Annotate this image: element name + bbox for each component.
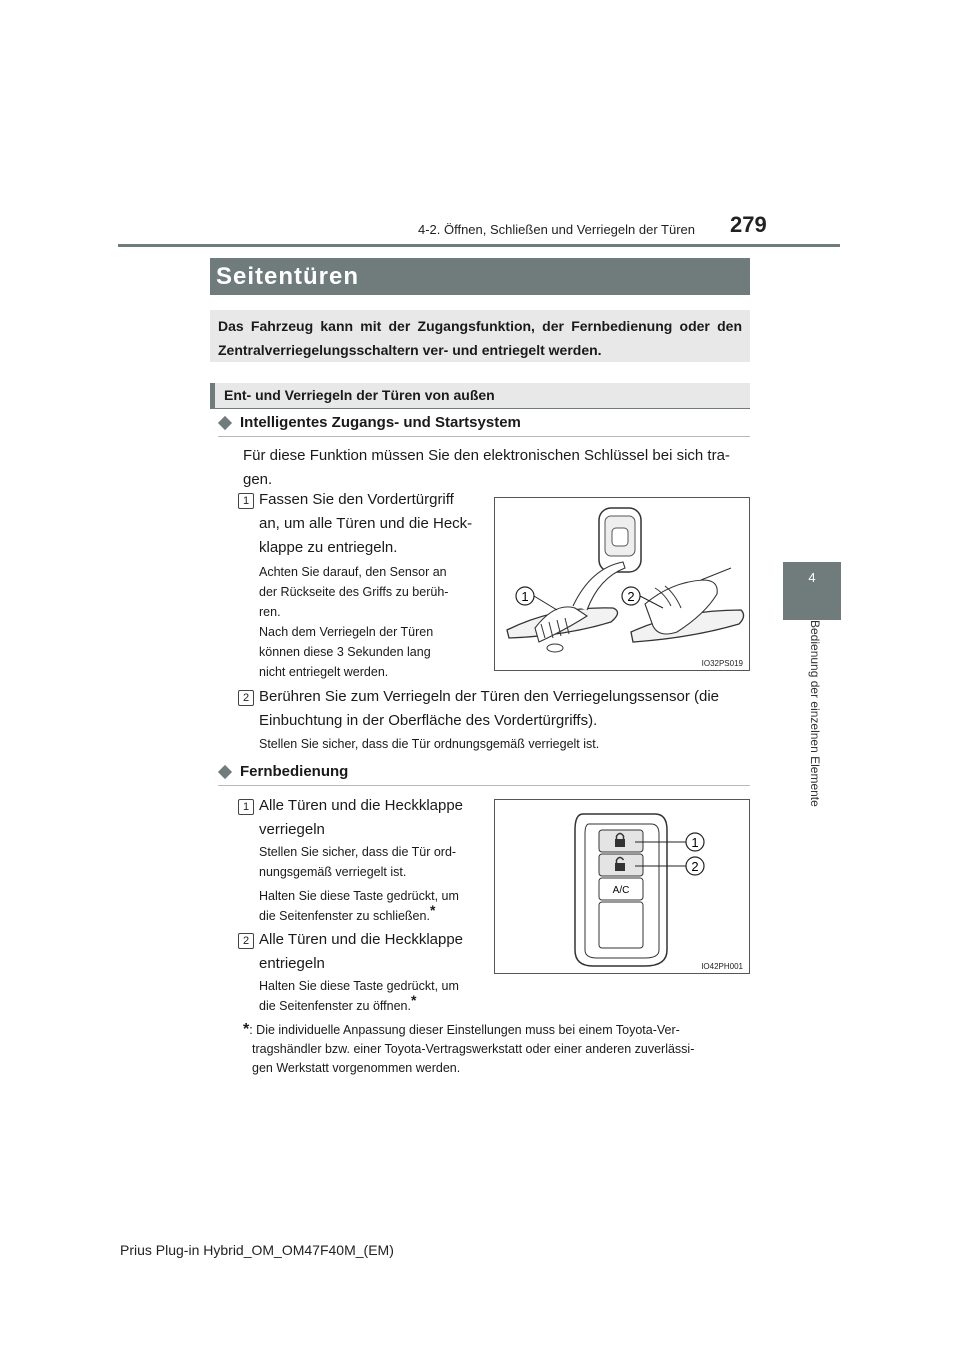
- ac-button-label: A/C: [612, 885, 630, 896]
- step-title-line: Einbuchtung in der Oberfläche des Vordertürgriffs).: [259, 712, 598, 729]
- step-number-icon: 1: [238, 493, 254, 509]
- step-number-icon: 1: [238, 799, 254, 815]
- footnote-line: [243, 1020, 750, 1040]
- step-title-line: Fassen Sie den Vordertürgriff: [259, 491, 454, 508]
- smart-entry-heading-rule: [218, 436, 750, 437]
- diamond-bullet-icon: [218, 764, 232, 778]
- smart-step2-title: [259, 685, 750, 733]
- smart-step1-title: [259, 488, 479, 560]
- remote-step2-title: [259, 928, 479, 976]
- smart-entry-intro-line: gen.: [243, 471, 273, 488]
- smart-entry-heading-text: Intelligentes Zugangs- und Startsystem: [240, 414, 521, 431]
- remote-step1-note1: [259, 842, 479, 882]
- note-line: können diese 3 Sekunden lang: [259, 645, 431, 659]
- footnote-marker: *: [410, 991, 417, 1008]
- step-title-line: verriegeln: [259, 821, 325, 838]
- smart-step2-note: Stellen Sie sicher, dass die Tür ordnungsgemäß verriegelt ist.: [259, 737, 600, 751]
- step-title-line: an, um alle Türen und die Heck-: [259, 515, 473, 532]
- footnote-star: *: [243, 1021, 250, 1038]
- smart-entry-intro: [243, 444, 750, 492]
- header-section-title: 4-2. Öffnen, Schließen und Verriegeln der Türen: [417, 222, 695, 237]
- note-line: Halten Sie diese Taste gedrückt, um: [259, 889, 459, 903]
- header-rule: [118, 244, 840, 247]
- smart-entry-heading: [218, 414, 521, 431]
- remote-heading-rule: [218, 785, 750, 786]
- footnote: [243, 1020, 750, 1078]
- chapter-number: 4: [808, 570, 816, 585]
- diamond-bullet-icon: [218, 415, 232, 429]
- footnote-line: gen Werkstatt vorgenommen werden.: [252, 1061, 461, 1075]
- note-line: [259, 991, 489, 1016]
- door-handle-figure: [494, 497, 750, 671]
- step-number-icon: 2: [238, 690, 254, 706]
- step-title-line: Berühren Sie zum Verriegeln der Türen den Verriegelungssensor (die: [259, 688, 719, 705]
- step-title-line: Alle Türen und die Heckklappe: [259, 931, 464, 948]
- remote-key-illustration: [495, 800, 749, 973]
- note-line: Achten Sie darauf, den Sensor an: [259, 565, 447, 579]
- note-line: Nach dem Verriegeln der Türen: [259, 625, 434, 639]
- footnote-line-text: : Die individuelle Anpassung dieser Einstellungen muss bei einem Toyota-Ver-: [249, 1023, 680, 1037]
- step-number-icon: 2: [238, 933, 254, 949]
- note-line: Stellen Sie sicher, dass die Tür ord-: [259, 845, 457, 859]
- figure-code: IO42PH001: [701, 962, 743, 971]
- intro-box: Das Fahrzeug kann mit der Zugangsfunktion, der Fernbedienung oder den Zentralverriegelungsschaltern ver- und entriegelt werden.: [210, 310, 750, 362]
- remote-step1-title: [259, 794, 479, 842]
- smart-step1-note1: [259, 562, 479, 622]
- note-line: [259, 901, 489, 926]
- remote-key-figure: [494, 799, 750, 974]
- page-title: Seitentüren: [210, 258, 750, 295]
- right-door-handle-drawing: [631, 568, 744, 642]
- note-line: nicht entriegelt werden.: [259, 665, 389, 679]
- chapter-label-text: Bedienung der einzelnen Elemente: [808, 620, 822, 807]
- step-title-line: Alle Türen und die Heckklappe: [259, 797, 464, 814]
- remote-heading-text: Fernbedienung: [240, 763, 349, 780]
- smart-entry-intro-line: Für diese Funktion müssen Sie den elektronischen Schlüssel bei sich tra-: [243, 447, 730, 464]
- figure-code: IO32PS019: [701, 659, 743, 668]
- footnote-line: tragshändler bzw. einer Toyota-Vertragswerkstatt oder einer anderen zuverlässi-: [252, 1042, 695, 1056]
- section-subheading: Ent- und Verriegeln der Türen von außen: [210, 383, 750, 408]
- callout-1-label: 1: [691, 835, 699, 850]
- footnote-marker: *: [429, 901, 436, 918]
- callout-1-label: 1: [521, 589, 529, 604]
- chapter-tab[interactable]: [783, 562, 841, 620]
- note-line: der Rückseite des Griffs zu berüh-: [259, 585, 449, 599]
- note-line-text: die Seitenfenster zu öffnen.: [259, 999, 411, 1013]
- note-line-text: die Seitenfenster zu schließen.: [259, 909, 430, 923]
- step-title-line: entriegeln: [259, 955, 325, 972]
- smart-step1-note2: [259, 622, 479, 682]
- step-title-line: klappe zu entriegeln.: [259, 539, 398, 556]
- chapter-label: [806, 620, 824, 832]
- footer-document-id: Prius Plug-in Hybrid_OM_OM47F40M_(EM): [120, 1242, 394, 1258]
- subheading-rule: [210, 408, 750, 409]
- left-door-handle-drawing: [507, 562, 625, 652]
- note-line: nungsgemäß verriegelt ist.: [259, 865, 407, 879]
- remote-step2-note: [259, 976, 489, 1016]
- page-number: 279: [730, 212, 767, 237]
- note-line: ren.: [259, 605, 281, 619]
- remote-step1-note2: [259, 886, 489, 926]
- remote-heading: [218, 763, 348, 780]
- callout-2-label: 2: [691, 859, 699, 874]
- note-line: Halten Sie diese Taste gedrückt, um: [259, 979, 459, 993]
- door-handle-illustration: [495, 498, 749, 670]
- callout-2-label: 2: [627, 589, 635, 604]
